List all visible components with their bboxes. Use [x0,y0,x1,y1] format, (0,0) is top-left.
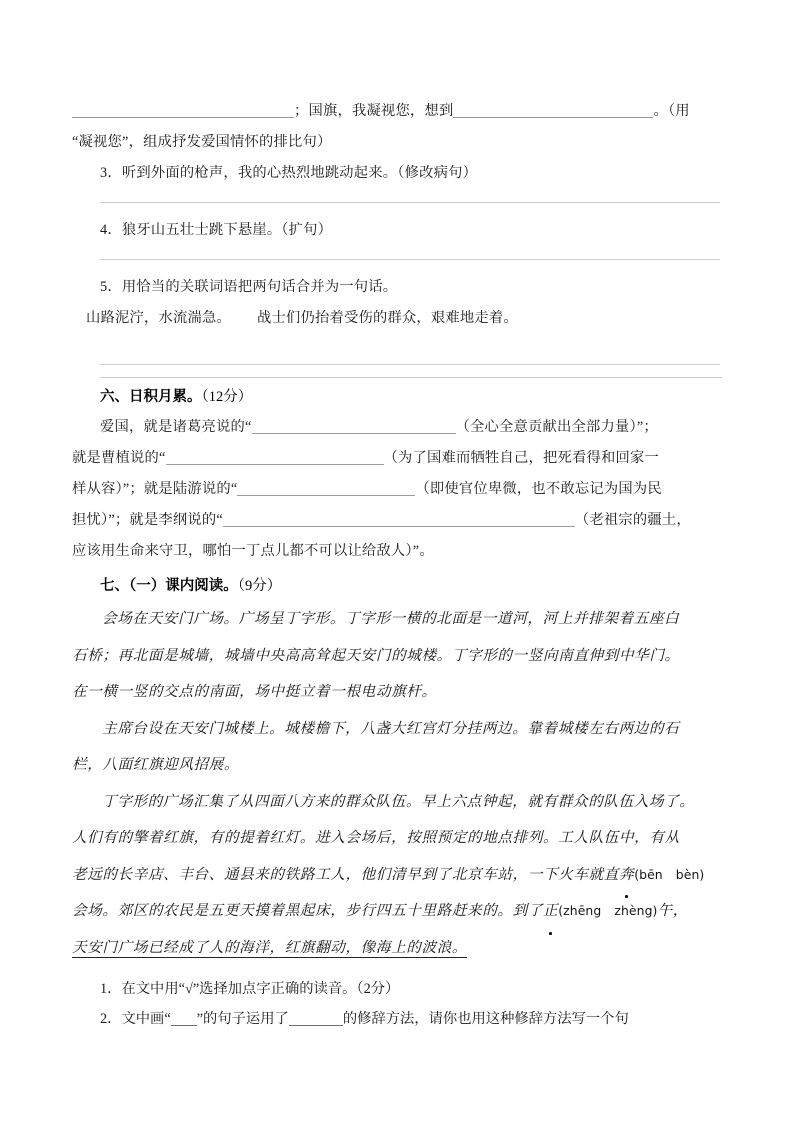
answer-blank[interactable] [289,1011,343,1026]
section-seven-heading [72,571,722,601]
pinyin-option-ben2[interactable]: bèn) [675,866,705,882]
question-2-mid-text: ；国旗，我凝视您，想到 [294,103,454,119]
section-six-line-2 [72,443,722,474]
dotted-char-zheng: 正 [543,893,558,930]
pinyin-option-ben1[interactable]: (bēn [634,866,663,882]
inline-underline-mark [171,1011,197,1026]
section-seven-points: （9分） [237,578,282,594]
question-4 [72,215,722,246]
section-seven-title: 七、（一）课内阅读。 [100,578,238,594]
quote-caozhi-meaning: （为了国难而牺牲自己，把死看得和回家一 [383,450,659,466]
reading-question-2 [72,1004,722,1034]
question-5-clause-b: 战士们仍抬着受伤的群众，艰难地走着。 [256,310,518,326]
section-six-line-1 [72,412,722,443]
quote-zhugeliang-prefix: 爱国，就是诸葛亮说的“ [100,419,252,435]
dotted-char-ben: 奔 [619,857,634,894]
passage-para3-line4 [72,893,722,930]
question-5-text: 用恰当的关联词语把两句话合并为一句话。 [121,279,398,295]
passage-text: 午， [657,903,688,919]
question-2-prefix: 2．文中画“ [100,1011,171,1027]
question-3-number: 3． [100,165,122,181]
quote-luyou-prefix: 样从容）”；就是陆游说的“ [72,481,238,497]
passage-para3-line1: 丁字形的广场汇集了从四面八方来的群众队伍。早上六点钟起，就有群众的队伍入场了。 [102,793,695,810]
passage-para3-line3 [72,857,722,894]
quote-luyou-meaning: （即使官位卑微，也不敢忘记为国为民 [415,481,662,497]
passage-para1-line3: 在一横一竖的交点的南面，场中挺立着一根电动旗杆。 [72,684,437,700]
section-six-title: 六、日积月累。 [100,389,202,405]
question-2-suffix: 的修辞方法，请你也用这种修辞方法写一个句 [342,1011,629,1027]
pinyin-option-zheng1[interactable]: (zhēng [558,903,602,918]
answer-rule-q5[interactable] [100,364,720,365]
question-2-middle: ”的句子运用了 [196,1011,289,1027]
answer-blank[interactable] [166,449,384,465]
answer-blank[interactable] [223,511,575,527]
passage-para2-line2: 栏，八面红旗迎风招展。 [72,757,240,773]
passage-para1-line1: 会场在天安门广场。广场呈丁字形。丁字形一横的北面是一道河，河上并排架着五座白 [102,611,680,627]
section-six-line-4 [72,505,722,536]
pinyin-option-zheng2[interactable]: zhèng) [614,903,658,918]
passage-para3-line5 [72,930,722,967]
question-4-number: 4． [100,222,122,238]
section-six-heading [72,382,722,412]
section-six-line-3 [72,474,722,505]
page-content [72,96,722,1034]
underlined-sentence: 天安门广场已经成了人的海洋，红旗翻动，像海上的波浪。 [72,939,468,956]
reading-question-1: 1．在文中用“√”选择加点字正确的读音。（2分） [100,981,400,997]
passage-para2-line1: 主席台设在天安门城楼上。城楼檐下，八盏大红宫灯分挂两边。靠着城楼左右两边的石 [102,720,680,737]
answer-blank[interactable] [453,102,653,118]
question-5-clause-a: 山路泥泞，水流湍急。 [86,310,231,326]
answer-blank[interactable] [252,418,456,434]
answer-rule-q3[interactable] [100,202,720,203]
question-5-number: 5． [100,279,122,295]
question-4-text: 狼牙山五壮士跳下悬崖。（扩句） [121,222,333,238]
answer-blank[interactable] [72,102,294,118]
question-3 [72,158,722,189]
quote-ligang-prefix: 担忧）”；就是李纲说的“ [72,512,223,528]
answer-rule-q4[interactable] [100,259,720,260]
question-2-continuation-line [72,96,722,127]
question-2-wrap-line: “凝视您”，组成抒发爱国情怀的排比句） [72,134,332,150]
passage-text: 会场。郊区的农民是五更天摸着黑起床，步行四五十里路赶来的。到了 [72,903,544,919]
section-divider-six [100,377,722,378]
passage-text: 老远的长辛店、丰台、通县来的铁路工人，他们清早到了北京车站，一下火车就直 [72,866,619,883]
answer-blank[interactable] [237,480,415,496]
section-six-line-5: 应该用生命来守卫，哪怕一丁点儿都不可以让给敌人）”。 [72,543,434,559]
passage-para3-line2: 人们有的擎着红旗，有的提着红灯。进入会场后，按照预定的地点排列。工人队伍中，有从 [72,830,680,846]
question-2-tail-text: 。（用 [653,103,690,119]
quote-zhugeliang-meaning: （全心全意贡献出全部力量）”； [455,419,658,435]
section-six-points: （12分） [201,389,253,405]
question-5-clauses [72,303,722,334]
quote-caozhi-prefix: 就是曹植说的“ [72,450,166,466]
quote-ligang-meaning: （老祖宗的疆土， [574,512,691,528]
passage-para1-line2: 石桥；再北面是城墙，城墙中央高高耸起天安门的城楼。丁字形的一竖向南直伸到中华门。 [72,647,680,664]
question-5 [72,272,722,303]
question-3-text: 听到外面的枪声，我的心热烈地跳动起来。（修改病句） [121,165,478,181]
